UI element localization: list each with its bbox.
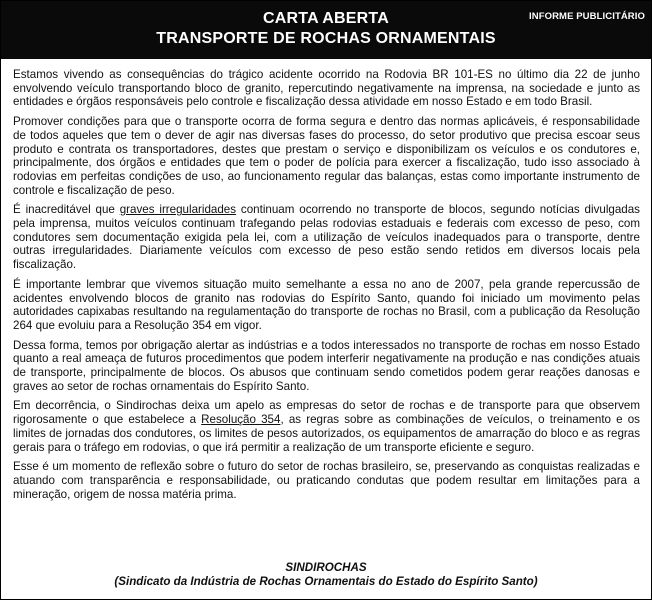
paragraph-6-end: , as regras sobre as combinações de veículos, o treinamento e os limites de jornadas dos condutores, os limites de pesos autorizados, os equipamentos de amarração do bloco e as regras gerais para o tráfego em rodovias, o que irá permitir a realização de um transporte eficiente e seguro. [13,413,640,454]
letter-title: CARTA ABERTA [263,10,389,27]
letter-subtitle: TRANSPORTE DE ROCHAS ORNAMENTAIS [156,30,496,47]
paragraph-3 [13,203,640,272]
paragraph-3-end: continuam ocorrendo no transporte de blocos, segundo notícias divulgadas pela imprensa, muitos veículos continuam trafegando pelas rodovias estaduais e federais com excesso de peso, com condutores sem documentação exigida pela lei, com a utilização de veículos inadequados para o transporte, dentre outras irregularidades. Diariamente veículos com excesso de peso estão sendo retidos em diversos locais pela fiscalização. [13,203,640,272]
paragraph-2: Promover condições para que o transporte ocorra de forma segura e dentro das normas aplicáveis, é responsabilidade de todos aqueles que tem o dever de agir nas diversas fases do processo, do setor produtivo que precisa escoar seus produto e contrata os transportadores, destes que prestam o serviço e disponibilizam os veículos e os condutores e, principalmente, dos órgãos e entidades que tem o poder de polícia para exercer a fiscalização, tudo isso associado à rodovias em perfeitas condições de uso, ao funcionamento regular das balanças, estas como importante instrumento de controle e fiscalização de peso. [13,115,640,197]
paragraph-3-start: É inacreditável que [13,203,120,217]
letter-header [1,1,651,59]
paragraph-6 [13,399,640,454]
letter-body [13,68,640,507]
underlined-graves-irregularidades: graves irregularidades [119,203,237,217]
paragraph-7: Esse é um momento de reflexão sobre o futuro do setor de rochas brasileiro, se, preservando as conquistas realizadas e atuando com transparência e responsabilidade, ou praticando condutas que podem resultar em limitações para a mineração, origem de nossa matéria prima. [13,460,640,501]
advertisement-badge: INFORME PUBLICITÁRIO [529,11,645,22]
signature-name: SINDIROCHAS [285,561,367,574]
underlined-resolucao-354: Resolução 354 [201,413,281,427]
paragraph-4: É importante lembrar que vivemos situação muito semelhante a essa no ano de 2007, pela grande repercussão de acidentes envolvendo blocos de granito nas rodovias do Espírito Santo, quando foi iniciado um movimento pelas autoridades capixabas resultando na regulamentação do transporte de rochas no Brasil, com a publicação da Resolução 264 que evoluiu para a Resolução 354 em vigor. [13,277,640,332]
paragraph-6-start: Em decorrência, o Sindirochas deixa um apelo as empresas do setor de rochas e de transporte para que observem rigorosamente o que estabelece a [13,399,640,427]
paragraph-5: Dessa forma, temos por obrigação alertar as indústrias e a todos interessados no transporte de rochas em nosso Estado quanto a real ameaça de futuros procedimentos que podem interferir negativamente na produção e nas condições atuais de transporte, principalmente de blocos. Os abusos que continuam sendo cometidos podem gerar reações danosas e graves ao setor de rochas ornamentais do Espírito Santo. [13,338,640,393]
signature-block [1,561,651,589]
signature-full-name: (Sindicato da Indústria de Rochas Ornamentais do Estado do Espírito Santo) [114,575,538,588]
paragraph-1: Estamos vivendo as consequências do trágico acidente ocorrido na Rodovia BR 101-ES no último dia 22 de junho envolvendo veículo transportando bloco de granito, repercutindo negativamente na imprensa, na sociedade e junto as entidades e órgãos responsáveis pelo controle e fiscalização dessa atividade em nosso Estado e em todo Brasil. [13,68,640,109]
